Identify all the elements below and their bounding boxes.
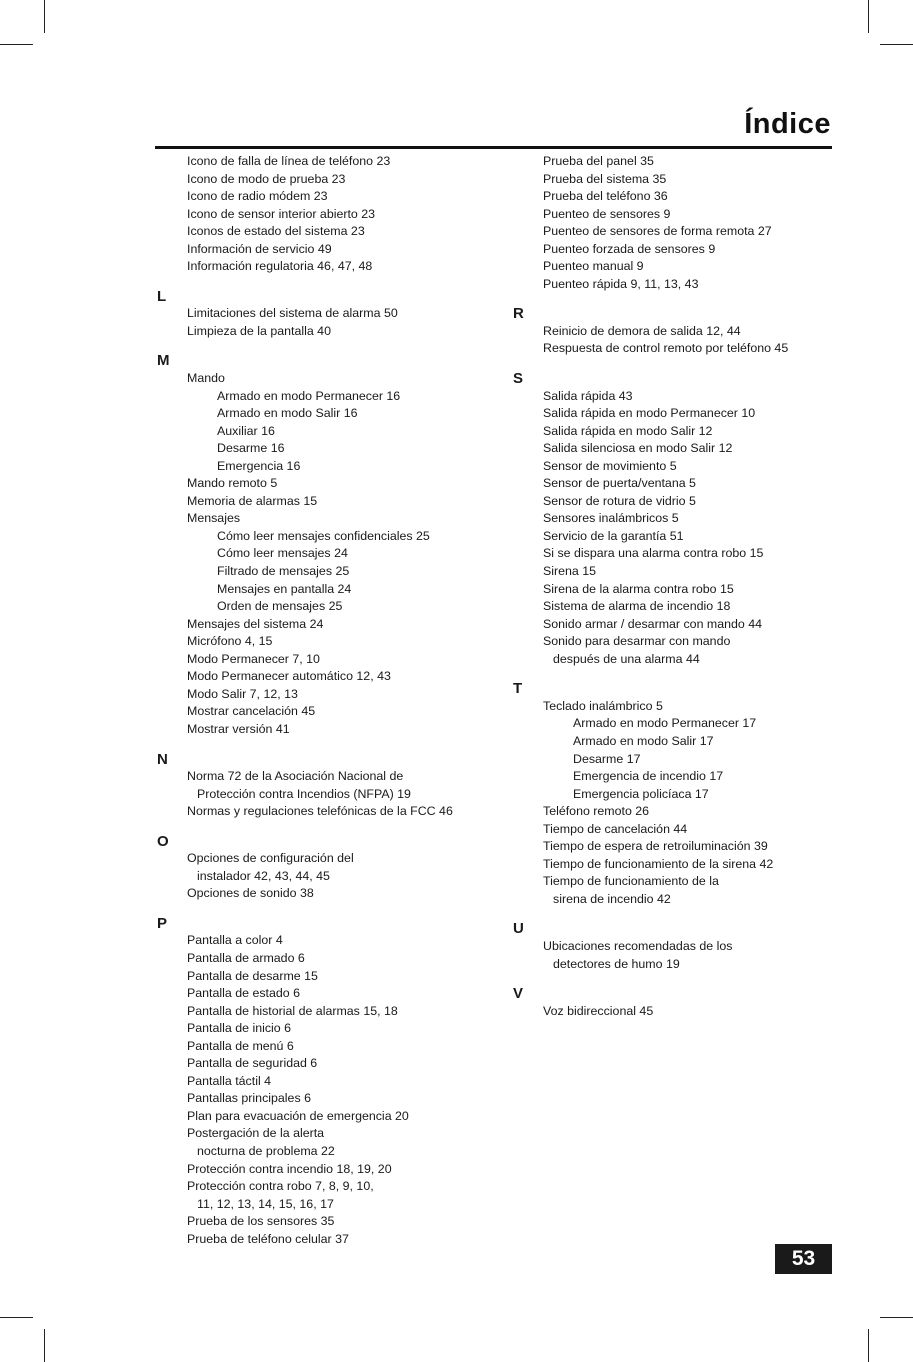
index-section-letter: V: [513, 985, 524, 1003]
index-entry: Prueba de teléfono celular 37: [187, 1231, 349, 1246]
index-entry: Sistema de alarma de incendio 18: [543, 599, 731, 614]
crop-mark: [0, 44, 33, 45]
index-entry-continuation: detectores de humo 19: [553, 956, 680, 971]
index-entry: Mostrar versión 41: [187, 721, 290, 736]
index-entry-continuation: después de una alarma 44: [553, 651, 700, 666]
index-entry: Salida rápida en modo Permanecer 10: [543, 406, 756, 421]
index-entry: Opciones de sonido 38: [187, 886, 314, 901]
index-entry: Icono de modo de prueba 23: [187, 171, 346, 186]
crop-mark: [0, 1317, 33, 1318]
index-entry-continuation: Protección contra Incendios (NFPA) 19: [197, 786, 411, 801]
index-entry: Limpieza de la pantalla 40: [187, 323, 331, 338]
index-column-left: [155, 153, 505, 1248]
index-entry: Icono de falla de línea de teléfono 23: [187, 154, 391, 168]
crop-mark: [880, 44, 913, 45]
index-entry: Puenteo de sensores de forma remota 27: [543, 224, 772, 239]
index-subentry: Desarme 17: [573, 751, 641, 766]
index-entry: Memoria de alarmas 15: [187, 493, 318, 508]
index-subentry: Armado en modo Salir 17: [573, 733, 714, 748]
index-entry: Mostrar cancelación 45: [187, 704, 316, 719]
index-subentry: Mensajes en pantalla 24: [217, 581, 352, 596]
index-entry: Sensor de movimiento 5: [543, 458, 677, 473]
index-entry-continuation: instalador 42, 43, 44, 45: [197, 868, 330, 883]
index-entry: Pantalla de historial de alarmas 15, 18: [187, 1003, 398, 1018]
page-title: Índice: [744, 108, 831, 140]
index-subentry: Orden de mensajes 25: [217, 599, 343, 614]
title-rule: [155, 146, 832, 149]
index-entry: Salida rápida 43: [543, 388, 633, 403]
index-entry: Tiempo de funcionamiento de la sirena 42: [543, 856, 774, 871]
index-subentry: Armado en modo Permanecer 17: [573, 716, 757, 731]
index-column-right: [511, 153, 841, 1020]
index-entry: Pantalla de desarme 15: [187, 968, 318, 983]
index-section-letter: N: [157, 750, 168, 768]
crop-mark: [44, 1329, 45, 1362]
index-subentry: Emergencia policíaca 17: [573, 786, 709, 801]
index-entry: Opciones de configuración del: [187, 851, 354, 866]
index-subentry: Cómo leer mensajes confidenciales 25: [217, 528, 430, 543]
index-subentry: Filtrado de mensajes 25: [217, 564, 350, 579]
crop-mark: [868, 1329, 869, 1362]
index-entry: Puenteo manual 9: [543, 259, 644, 274]
index-section-letter: M: [157, 352, 170, 370]
crop-mark: [880, 1317, 913, 1318]
index-entry: Modo Salir 7, 12, 13: [187, 686, 298, 701]
index-entry: Puenteo forzada de sensores 9: [543, 241, 716, 256]
index-entry: Prueba de los sensores 35: [187, 1214, 335, 1229]
index-section-letter: U: [513, 920, 524, 938]
index-entry: Icono de radio módem 23: [187, 189, 328, 204]
index-entry: Mando: [187, 371, 225, 386]
index-entry: Información regulatoria 46, 47, 48: [187, 259, 373, 274]
index-entry: Tiempo de espera de retroiluminación 39: [543, 839, 768, 854]
index-entry: Servicio de la garantía 51: [543, 528, 684, 543]
index-entry: Modo Permanecer 7, 10: [187, 651, 320, 666]
index-section-letter: O: [157, 832, 169, 850]
index-entry-continuation: sirena de incendio 42: [553, 891, 671, 906]
index-entry: Tiempo de funcionamiento de la: [543, 874, 719, 889]
index-subentry: Emergencia 16: [217, 458, 301, 473]
index-entry: Respuesta de control remoto por teléfono 45: [543, 341, 789, 356]
index-entry: Sonido para desarmar con mando: [543, 634, 731, 649]
index-entry: Prueba del sistema 35: [543, 171, 667, 186]
index-entry: Pantalla táctil 4: [187, 1073, 272, 1088]
index-subentry: Armado en modo Salir 16: [217, 406, 358, 421]
page-number: 53: [775, 1244, 832, 1274]
index-entry: Información de servicio 49: [187, 241, 332, 256]
index-entry: Plan para evacuación de emergencia 20: [187, 1108, 409, 1123]
index-entry: Icono de sensor interior abierto 23: [187, 206, 376, 221]
index-entry: Voz bidireccional 45: [543, 1003, 654, 1018]
index-section-letter: S: [513, 370, 524, 388]
index-entry: Postergación de la alerta: [187, 1126, 325, 1141]
index-entry: Pantallas principales 6: [187, 1091, 311, 1106]
crop-mark: [44, 0, 45, 33]
index-entry: Prueba del teléfono 36: [543, 189, 668, 204]
index-entry: Puenteo rápida 9, 11, 13, 43: [543, 276, 699, 291]
index-entry: Ubicaciones recomendadas de los: [543, 938, 733, 953]
index-entry: Tiempo de cancelación 44: [543, 821, 688, 836]
index-entry: Pantalla de inicio 6: [187, 1021, 292, 1036]
index-entry-continuation: nocturna de problema 22: [197, 1143, 335, 1158]
index-entry-continuation: 11, 12, 13, 14, 15, 16, 17: [197, 1196, 334, 1211]
index-entry: Mensajes del sistema 24: [187, 616, 324, 631]
index-entry: Sonido armar / desarmar con mando 44: [543, 616, 763, 631]
index-entry: Protección contra robo 7, 8, 9, 10,: [187, 1179, 374, 1194]
crop-mark: [868, 0, 869, 33]
index-section-letter: L: [157, 287, 167, 305]
index-subentry: Desarme 16: [217, 441, 285, 456]
index-entry: Sensores inalámbricos 5: [543, 511, 679, 526]
index-subentry: Cómo leer mensajes 24: [217, 546, 348, 561]
index-subentry: Armado en modo Permanecer 16: [217, 388, 401, 403]
index-entry: Pantalla a color 4: [187, 933, 283, 948]
index-entry: Prueba del panel 35: [543, 154, 654, 168]
index-entry: Si se dispara una alarma contra robo 15: [543, 546, 764, 561]
index-entry: Salida rápida en modo Salir 12: [543, 423, 713, 438]
index-entry: Limitaciones del sistema de alarma 50: [187, 306, 398, 321]
index-entry: Sensor de puerta/ventana 5: [543, 476, 696, 491]
index-entry: Micrófono 4, 15: [187, 634, 273, 649]
index-entry: Salida silenciosa en modo Salir 12: [543, 441, 733, 456]
index-entry: Normas y regulaciones telefónicas de la FCC 46: [187, 804, 453, 819]
index-entry: Protección contra incendio 18, 19, 20: [187, 1161, 392, 1176]
index-entry: Mando remoto 5: [187, 476, 278, 491]
index-entry: Iconos de estado del sistema 23: [187, 224, 365, 239]
index-subentry: Emergencia de incendio 17: [573, 769, 724, 784]
index-entry: Teléfono remoto 26: [543, 804, 650, 819]
index-entry: Teclado inalámbrico 5: [543, 698, 663, 713]
index-entry: Norma 72 de la Asociación Nacional de: [187, 769, 404, 784]
index-entry: Sirena 15: [543, 564, 597, 579]
index-entry: Modo Permanecer automático 12, 43: [187, 669, 391, 684]
index-subentry: Auxiliar 16: [217, 423, 275, 438]
index-entry: Pantalla de seguridad 6: [187, 1056, 318, 1071]
index-entry: Pantalla de estado 6: [187, 986, 300, 1001]
index-entry: Pantalla de armado 6: [187, 950, 305, 965]
index-entry: Pantalla de menú 6: [187, 1038, 294, 1053]
index-section-letter: T: [513, 680, 523, 698]
index-entry: Puenteo de sensores 9: [543, 206, 671, 221]
index-entry: Reinicio de demora de salida 12, 44: [543, 323, 741, 338]
index-entry: Sensor de rotura de vidrio 5: [543, 493, 696, 508]
index-section-letter: P: [157, 914, 168, 932]
index-entry: Sirena de la alarma contra robo 15: [543, 581, 734, 596]
index-section-letter: R: [513, 305, 524, 323]
index-entry: Mensajes: [187, 511, 241, 526]
